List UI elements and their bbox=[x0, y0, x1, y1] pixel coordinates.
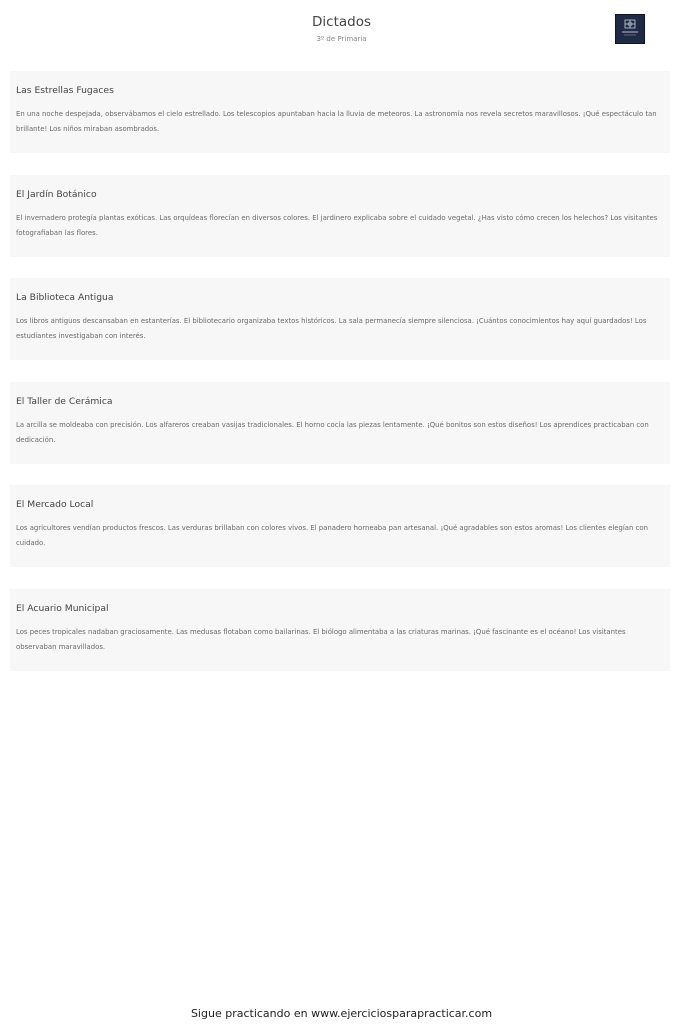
dictation-text: Los libros antiguos descansaban en estanterías. El bibliotecario organizaba textos históricos. La sala permanecía siempre silenciosa. ¡Cuántos conocimientos hay aquí guardados! Los estudiantes investigaban con interés. bbox=[16, 317, 647, 340]
dictation-text: Los agricultores vendían productos frescos. Las verduras brillaban con colores vivos. El panadero horneaba pan artesanal. ¡Qué agradables son estos aromas! Los clientes elegían con cuidado. bbox=[16, 524, 648, 547]
dictation-card bbox=[10, 71, 670, 153]
dictation-text: El invernadero protegía plantas exóticas. Las orquídeas florecían en diversos colores. El jardinero explicaba sobre el cuidado vegetal. ¿Has visto cómo crecen los helechos? Los visitantes fotografiaban las flores. bbox=[16, 213, 658, 237]
page-title: Dictados bbox=[312, 14, 371, 30]
dictation-title: El Taller de Cerámica bbox=[16, 395, 113, 407]
logo-emblem-icon bbox=[616, 15, 644, 43]
footer-link-text: Sigue practicando en www.ejerciciosparapracticar.com bbox=[190, 1007, 493, 1020]
dictation-card bbox=[10, 382, 670, 464]
dictation-title: El Mercado Local bbox=[16, 499, 94, 510]
dictation-title: El Acuario Municipal bbox=[16, 602, 109, 614]
dictation-text: Los peces tropicales nadaban graciosamente. Las medusas flotaban como bailarinas. El biólogo alimentaba a las criaturas marinas. ¡Qué fascinante es el océano! Los visitantes observaban maravillados. bbox=[16, 627, 626, 651]
dictation-card bbox=[10, 175, 670, 257]
page-subtitle: 3º de Primaria bbox=[316, 35, 367, 43]
school-logo-icon bbox=[615, 14, 645, 44]
dictation-card bbox=[10, 485, 670, 567]
dictation-title: El Jardín Botánico bbox=[16, 188, 97, 200]
dictation-title: La Biblioteca Antigua bbox=[16, 292, 114, 303]
dictation-text: En una noche despejada, observábamos el cielo estrellado. Los telescopios apuntaban hacia la lluvia de meteoros. La astronomía nos revela secretos maravillosos. ¡Qué espectáculo tan brillante! Los niños miraban asombrados. bbox=[16, 110, 657, 133]
dictation-card bbox=[10, 278, 670, 360]
dictation-list bbox=[10, 71, 670, 692]
dictation-text: La arcilla se moldeaba con precisión. Los alfareros creaban vasijas tradicionales. El horno cocía las piezas lentamente. ¡Qué bonitos son estos diseños! Los aprendices practicaban con dedicación. bbox=[16, 420, 649, 444]
dictation-title: Las Estrellas Fugaces bbox=[16, 85, 114, 96]
page-header bbox=[0, 0, 683, 60]
dictation-card bbox=[10, 589, 670, 671]
